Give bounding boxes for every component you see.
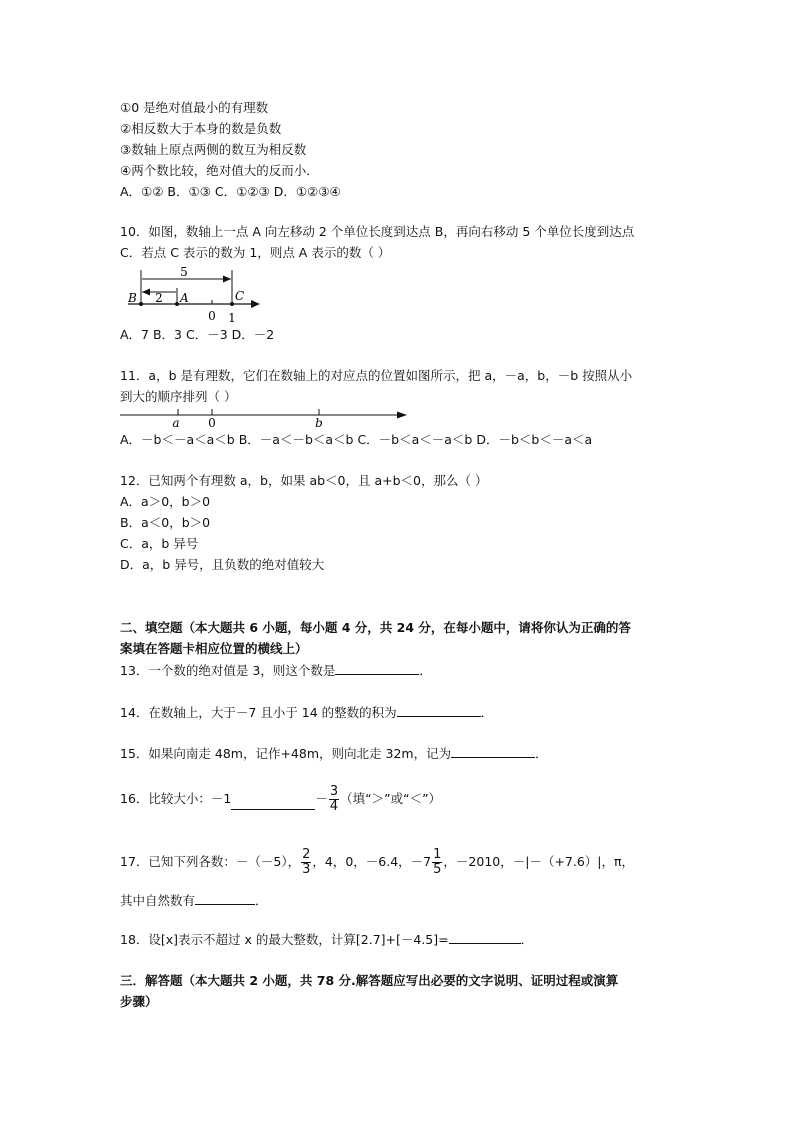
q10-text-line1: 10．如图，数轴上一点 A 向左移动 2 个单位长度到达点 B，再向右移动 5 个单位长度到达点 bbox=[120, 224, 635, 239]
q10-tick-0: 0 bbox=[208, 309, 216, 323]
q13-text: 13．一个数的绝对值是 3，则这个数是 bbox=[120, 663, 336, 678]
q11-text-line2: 到大的顺序排列（ ） bbox=[120, 389, 237, 404]
q15-answer-blank[interactable] bbox=[451, 745, 535, 758]
q15-end: ． bbox=[535, 746, 548, 761]
q16-text: 16．比较大小：－1 bbox=[120, 791, 232, 806]
q12-option-a: A．a＞0，b＞0 bbox=[120, 494, 211, 509]
section3-heading-line2: 步骤） bbox=[120, 994, 158, 1009]
q17-line1 bbox=[120, 846, 634, 878]
q13-answer-blank[interactable] bbox=[335, 662, 419, 675]
section2-heading-line2: 案填在答题卡相应位置的横线上） bbox=[120, 641, 308, 656]
q16-fraction-numerator: 3 bbox=[329, 784, 339, 799]
q10-text-line2: C．若点 C 表示的数为 1，则点 A 表示的数（ ） bbox=[120, 245, 391, 260]
q18-answer-blank[interactable] bbox=[449, 931, 521, 944]
q9-statement-1: ①0 是绝对值最小的有理数 bbox=[120, 100, 269, 115]
q10-number-line-figure bbox=[120, 262, 270, 326]
section3-heading-line1: 三．解答题（本大题共 2 小题，共 78 分.解答题应写出必要的文字说明、证明过程或演算 bbox=[120, 973, 619, 988]
q10-point-A: A bbox=[180, 291, 189, 305]
q17-fraction-1-denominator: 3 bbox=[302, 862, 311, 877]
q16-fraction bbox=[329, 785, 339, 814]
q17-text-line2: 其中自然数有 bbox=[120, 893, 196, 908]
q11-text-line1: 11．a，b 是有理数，它们在数轴上的对应点的位置如图所示，把 a，－a，b，－b 按照从小 bbox=[120, 368, 633, 383]
q11-point-a: a bbox=[172, 416, 180, 430]
q10-label-2: 2 bbox=[155, 291, 163, 305]
q13-end: ． bbox=[419, 663, 432, 678]
q10-tick-1: 1 bbox=[228, 311, 236, 325]
q14-end: ． bbox=[480, 705, 494, 720]
q17-fraction-2 bbox=[432, 848, 442, 877]
q17-end: ． bbox=[255, 893, 268, 908]
q17-line2 bbox=[120, 892, 268, 909]
q18-text: 18．设[x]表示不超过 x 的最大整数，计算[2.7]+[－4.5]= bbox=[120, 932, 449, 947]
q10-point-B: B bbox=[128, 291, 137, 305]
q18 bbox=[120, 931, 533, 948]
q14-text: 14．在数轴上，大于－7 且小于 14 的整数的积为 bbox=[120, 705, 397, 720]
q13 bbox=[120, 662, 432, 679]
q9-statement-4: ④两个数比较，绝对值大的反而小． bbox=[120, 163, 319, 178]
q14-answer-blank[interactable] bbox=[397, 704, 481, 717]
q12-option-c: C．a，b 异号 bbox=[120, 536, 199, 551]
q14 bbox=[120, 704, 493, 721]
q9-statement-3: ③数轴上原点两侧的数互为相反数 bbox=[120, 142, 307, 157]
q16 bbox=[120, 784, 441, 814]
q17-fraction-1 bbox=[301, 848, 311, 877]
q18-end: ． bbox=[520, 932, 534, 947]
q16-fraction-denominator: 4 bbox=[329, 799, 339, 814]
q17-fraction-2-numerator: 1 bbox=[433, 847, 442, 862]
q11-number-line-figure bbox=[118, 405, 410, 431]
q12-option-b: B．a＜0，b＞0 bbox=[120, 515, 211, 530]
q9-options: A．①② B．①③ C．①②③ D．①②③④ bbox=[120, 184, 341, 199]
q10-label-5: 5 bbox=[180, 265, 188, 279]
q12-option-d: D．a，b 异号，且负数的绝对值较大 bbox=[120, 557, 325, 572]
q15-text: 15．如果向南走 48m，记作+48m，则向北走 32m，记为 bbox=[120, 746, 452, 761]
q15 bbox=[120, 745, 548, 762]
q17-fraction-1-numerator: 2 bbox=[302, 847, 311, 862]
q10-options: A．7 B．3 C．－3 D．－2 bbox=[120, 327, 275, 342]
q17-answer-blank[interactable] bbox=[195, 892, 255, 905]
q11-point-b: b bbox=[315, 416, 323, 430]
section2-heading-line1: 二、填空题（本大题共 6 小题，每小题 4 分，共 24 分，在每小题中，请将你认为正确的答 bbox=[120, 620, 631, 635]
q11-options: A．－b＜－a＜a＜b B．－a＜－b＜a＜b C．－b＜a＜－a＜b D．－b＜b＜－a＜a bbox=[120, 432, 593, 447]
q12-text: 12．已知两个有理数 a，b，如果 ab＜0，且 a+b＜0，那么（ ） bbox=[120, 473, 488, 488]
q16-instruction: （填“＞”或“＜”） bbox=[340, 791, 442, 806]
q17-text-part1: 17．已知下列各数：－（－5）， bbox=[120, 854, 301, 869]
q16-minus: － bbox=[315, 791, 328, 806]
q10-point-C: C bbox=[235, 289, 245, 303]
q9-statement-2: ②相反数大于本身的数是负数 bbox=[120, 121, 282, 136]
q17-text-part3: ，－2010，－|－（+7.6）|，π， bbox=[443, 854, 635, 869]
q17-text-part2: ，4，0，－6.4，－7 bbox=[312, 854, 432, 869]
q16-answer-blank[interactable] bbox=[231, 789, 315, 810]
q17-fraction-2-denominator: 5 bbox=[433, 862, 442, 877]
q11-tick-0: 0 bbox=[208, 416, 216, 430]
